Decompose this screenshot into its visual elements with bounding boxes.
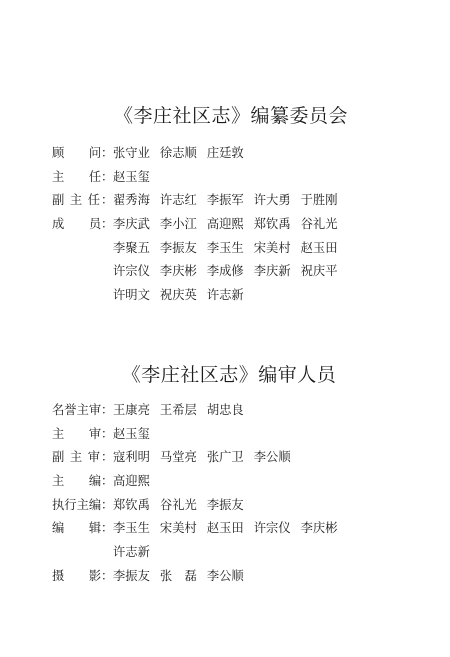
member-name: 李振友 <box>159 240 197 255</box>
member-name: 于胜刚 <box>300 193 338 208</box>
member-name: 李庆新 <box>253 264 291 279</box>
member-name: 胡忠良 <box>206 403 244 417</box>
name-list <box>113 214 348 232</box>
name-list <box>113 167 160 185</box>
review-staff-roster <box>52 400 442 590</box>
member-name: 许明文 <box>113 288 150 303</box>
roster-row <box>52 424 442 448</box>
member-name: 李振友 <box>113 568 150 583</box>
roster-row <box>52 214 442 238</box>
roster-row <box>52 566 442 590</box>
committee-title: 《李庄社区志》编纂委员会 <box>113 105 348 127</box>
roster-row <box>52 167 442 191</box>
member-name: 张守业 <box>113 146 150 160</box>
member-name: 王康亮 <box>113 403 150 417</box>
roster-row <box>52 261 442 285</box>
member-name: 谷礼光 <box>300 217 338 232</box>
member-name: 许志新 <box>206 288 244 303</box>
member-name: 李庆彬 <box>300 521 338 536</box>
member-name: 张广卫 <box>206 450 244 465</box>
member-name: 许宗仪 <box>113 264 150 279</box>
committee-roster <box>52 143 442 309</box>
role-label: 成 员 ： <box>52 217 114 232</box>
roster-row <box>52 190 442 214</box>
roster-row <box>52 143 442 167</box>
role-label: 主 审 ： <box>52 426 114 441</box>
name-list <box>113 285 254 303</box>
member-name: 高迎熙 <box>113 474 150 489</box>
role-label: 执行主编 ： <box>52 497 114 512</box>
member-name: 许大勇 <box>253 193 291 208</box>
member-name: 许志红 <box>159 193 197 208</box>
member-name: 李庆彬 <box>159 264 197 279</box>
member-name: 李振友 <box>206 497 244 512</box>
roster-row <box>52 238 442 262</box>
member-name: 庄廷敦 <box>206 146 244 160</box>
role-label: 名誉主审 ： <box>52 403 114 417</box>
member-name: 许志新 <box>113 545 150 560</box>
member-name: 李小江 <box>159 217 197 232</box>
roster-row <box>52 518 442 542</box>
member-name: 宋美村 <box>253 240 291 255</box>
name-list <box>113 143 254 161</box>
member-name: 赵玉田 <box>206 521 244 536</box>
name-list <box>113 400 254 418</box>
role-label: 顾 问 ： <box>52 146 114 160</box>
member-name: 李聚五 <box>113 240 150 255</box>
roster-row <box>52 495 442 519</box>
member-name: 赵玉田 <box>300 240 338 255</box>
role-label: 摄 影 ： <box>52 568 114 583</box>
role-label: 副 主 任 ： <box>52 193 114 208</box>
name-list <box>113 542 160 560</box>
name-list <box>113 261 348 279</box>
member-name: 张 磊 <box>159 568 197 583</box>
name-list <box>113 424 160 442</box>
member-name: 李公顺 <box>253 450 291 465</box>
member-name: 寇利明 <box>113 450 150 465</box>
member-name: 郑钦禹 <box>113 497 150 512</box>
roster-row <box>52 447 442 471</box>
member-name: 谷礼光 <box>159 497 197 512</box>
member-name: 翟秀海 <box>113 193 150 208</box>
name-list <box>113 447 301 465</box>
member-name: 李玉生 <box>113 521 150 536</box>
name-list <box>113 471 160 489</box>
roster-row <box>52 400 442 424</box>
roster-row <box>52 542 442 566</box>
role-label: 主 任 ： <box>52 169 114 184</box>
member-name: 郑钦禹 <box>253 217 291 232</box>
name-list <box>113 238 348 256</box>
member-name: 祝庆英 <box>159 288 197 303</box>
roster-row <box>52 285 442 309</box>
member-name: 李成修 <box>206 264 244 279</box>
name-list <box>113 495 254 513</box>
member-name: 王希层 <box>159 403 197 417</box>
member-name: 赵玉玺 <box>113 426 150 441</box>
member-name: 许宗仪 <box>253 521 291 536</box>
member-name: 马堂亮 <box>159 450 197 465</box>
review-staff-title: 《李庄社区志》编审人员 <box>121 364 337 386</box>
role-label: 主 编 ： <box>52 474 114 489</box>
member-name: 李公顺 <box>206 568 244 583</box>
role-label: 副主审 ： <box>52 450 114 465</box>
member-name: 赵玉玺 <box>113 169 150 184</box>
member-name: 宋美村 <box>159 521 197 536</box>
member-name: 李庆武 <box>113 217 150 232</box>
name-list <box>113 190 348 208</box>
member-name: 祝庆平 <box>300 264 338 279</box>
name-list <box>113 518 348 536</box>
roster-row <box>52 471 442 495</box>
member-name: 徐志顺 <box>159 146 197 160</box>
member-name: 高迎熙 <box>206 217 244 232</box>
name-list <box>113 566 254 584</box>
role-label: 编 辑 ： <box>52 521 114 536</box>
member-name: 李振军 <box>206 193 244 208</box>
member-name: 李玉生 <box>206 240 244 255</box>
